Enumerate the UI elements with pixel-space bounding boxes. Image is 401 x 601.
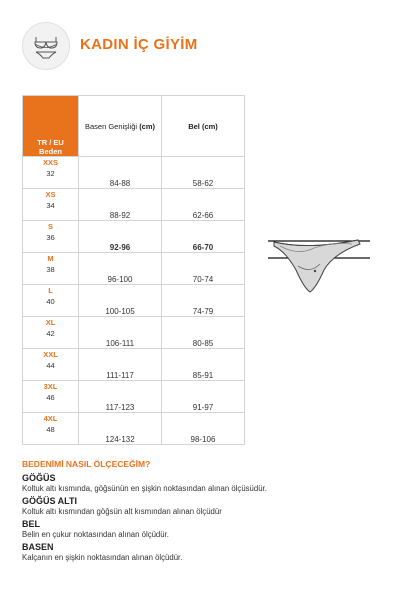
size-cell bbox=[23, 221, 79, 253]
waist-value: 98-106 bbox=[162, 413, 245, 445]
size-number: 42 bbox=[46, 329, 55, 338]
table-row bbox=[23, 317, 245, 349]
waist-column-header bbox=[162, 96, 245, 157]
panty-measure-icon bbox=[268, 230, 370, 300]
waist-value: 66-70 bbox=[162, 221, 245, 253]
hip-header-label: Basen Genişliği bbox=[84, 121, 138, 131]
guide-desc-underbust: Koltuk altı kısmından göğsün alt kısmından alınan ölçüdür bbox=[22, 507, 222, 516]
table-row bbox=[23, 221, 245, 253]
waist-value: 58-62 bbox=[162, 157, 245, 189]
guide-term-underbust: GÖĞÜS ALTI bbox=[22, 496, 77, 506]
guide-term-waist: BEL bbox=[22, 519, 40, 529]
hip-value: 111-117 bbox=[79, 349, 162, 381]
size-cell bbox=[23, 317, 79, 349]
size-code: S bbox=[47, 222, 53, 231]
size-code: XXL bbox=[43, 350, 58, 359]
hip-value: 96-100 bbox=[79, 253, 162, 285]
size-number: 36 bbox=[46, 233, 55, 242]
hip-value: 92-96 bbox=[79, 221, 162, 253]
size-header-line-2: Beden bbox=[39, 147, 62, 156]
table-header-row bbox=[23, 96, 245, 157]
hip-value: 88-92 bbox=[79, 189, 162, 221]
guide-desc-chest: Koltuk altı kısmında, göğsünün en şişkin noktasından alınan ölçüsüdür. bbox=[22, 484, 267, 493]
size-code: 3XL bbox=[43, 382, 58, 391]
table-row bbox=[23, 285, 245, 317]
table-row bbox=[23, 189, 245, 221]
table-row bbox=[23, 157, 245, 189]
size-number: 44 bbox=[46, 361, 55, 370]
table-row bbox=[23, 413, 245, 445]
table-row bbox=[23, 381, 245, 413]
size-number: 38 bbox=[46, 265, 55, 274]
size-number: 46 bbox=[46, 393, 55, 402]
size-cell bbox=[23, 285, 79, 317]
waist-value: 80-85 bbox=[162, 317, 245, 349]
hip-column-header bbox=[79, 96, 162, 157]
size-cell bbox=[23, 253, 79, 285]
size-cell bbox=[23, 349, 79, 381]
size-column-header bbox=[23, 96, 79, 157]
bikini-icon bbox=[22, 22, 70, 70]
hip-value: 84-88 bbox=[79, 157, 162, 189]
hip-value: 106-111 bbox=[79, 317, 162, 349]
guide-title: BEDENİMİ NASIL ÖLÇECEĞİM? bbox=[22, 459, 151, 469]
size-cell bbox=[23, 157, 79, 189]
size-table bbox=[22, 95, 245, 445]
table-row bbox=[23, 349, 245, 381]
waist-header-label: Bel (cm) bbox=[188, 121, 218, 131]
waist-value: 85-91 bbox=[162, 349, 245, 381]
guide-desc-waist: Belin en çukur noktasından alınan ölçüdür. bbox=[22, 530, 169, 539]
guide-term-chest: GÖĞÜS bbox=[22, 473, 56, 483]
size-code: 4XL bbox=[43, 414, 58, 423]
size-code: XS bbox=[45, 190, 56, 199]
size-code: L bbox=[48, 286, 53, 295]
hip-value: 117-123 bbox=[79, 381, 162, 413]
table-row bbox=[23, 253, 245, 285]
hip-value: 100-105 bbox=[79, 285, 162, 317]
size-code: XXS bbox=[42, 158, 58, 167]
size-code: XL bbox=[45, 318, 56, 327]
guide-term-hip: BASEN bbox=[22, 542, 54, 552]
measurement-guide bbox=[22, 459, 392, 563]
size-number: 32 bbox=[46, 169, 55, 178]
size-number: 48 bbox=[46, 425, 55, 434]
size-code: M bbox=[47, 254, 54, 263]
size-cell bbox=[23, 413, 79, 445]
waist-value: 91-97 bbox=[162, 381, 245, 413]
waist-value: 70-74 bbox=[162, 253, 245, 285]
size-number: 34 bbox=[46, 201, 55, 210]
size-cell bbox=[23, 189, 79, 221]
waist-value: 74-79 bbox=[162, 285, 245, 317]
waist-value: 62-66 bbox=[162, 189, 245, 221]
page-title: KADIN İÇ GİYİM bbox=[80, 36, 198, 53]
size-cell bbox=[23, 381, 79, 413]
hip-value: 124-132 bbox=[79, 413, 162, 445]
size-number: 40 bbox=[46, 297, 55, 306]
size-header-line-1: TR / EU bbox=[37, 138, 64, 147]
guide-desc-hip: Kalçanın en şişkin noktasından alınan ölçüdür. bbox=[22, 553, 183, 562]
hip-header-unit: (cm) bbox=[139, 121, 156, 131]
